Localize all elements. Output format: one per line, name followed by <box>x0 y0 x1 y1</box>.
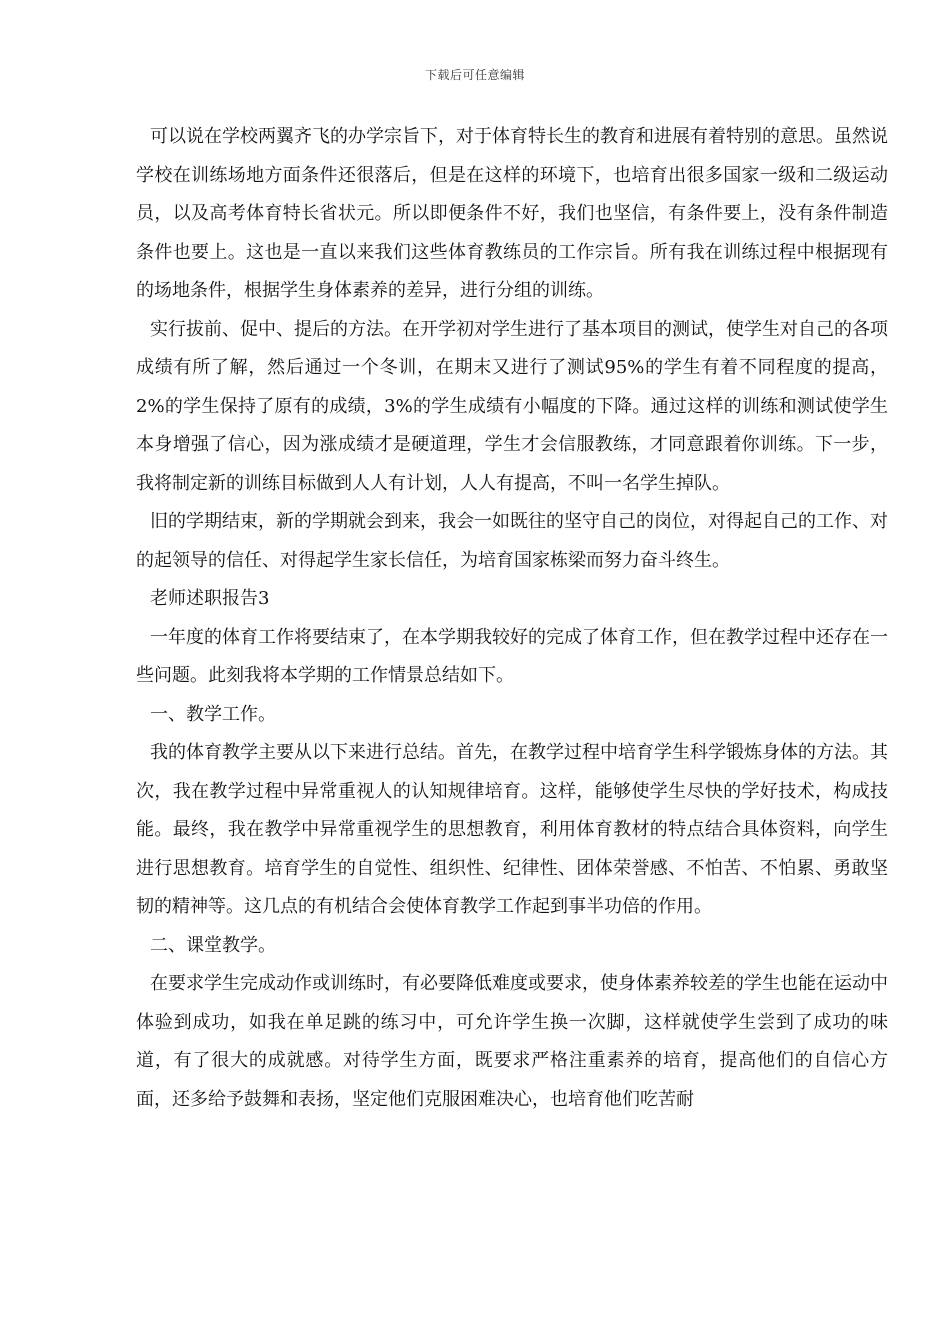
body-paragraph: 我的体育教学主要从以下来进行总结。首先，在教学过程中培育学生科学锻炼身体的方法。其次，我在教学过程中异常重视人的认知规律培育。这样，能够使学生尽快的学好技术，构成技能。最终，我在教学中异常重视学生的思想教育，利用体育教材的特点结合具体资料，向学生进行思想教育。培育学生的自觉性、组织性、纪律性、团体荣誉感、不怕苦、不怕累、勇敢坚韧的精神等。这几点的有机结合会使体育教学工作起到事半功倍的作用。 <box>136 742 888 917</box>
section-heading: 一、教学工作。 <box>150 703 276 725</box>
section-title: 老师述职报告3 <box>150 588 270 609</box>
document-body <box>136 118 888 1119</box>
body-paragraph: 旧的学期结束，新的学期就会到来，我会一如既往的坚守自己的岗位，对得起自己的工作、对的起领导的信任、对得起学生家长信任，为培育国家栋梁而努力奋斗终生。 <box>136 511 888 571</box>
body-paragraph: 在要求学生完成动作或训练时，有必要降低难度或要求，使身体素养较差的学生也能在运动中体验到成功，如我在单足跳的练习中，可允许学生换一次脚，这样就使学生尝到了成功的味道，有了很大的成就感。对待学生方面，既要求严格注重素养的培育，提高他们的自信心方面，还多给予鼓舞和表扬，坚定他们克服困难决心，也培育他们吃苦耐 <box>136 973 888 1110</box>
section-heading: 二、课堂教学。 <box>150 934 276 956</box>
body-paragraph: 一年度的体育工作将要结束了，在本学期我较好的完成了体育工作，但在教学过程中还存在一些问题。此刻我将本学期的工作情景总结如下。 <box>136 626 888 686</box>
body-paragraph: 实行拔前、促中、提后的方法。在开学初对学生进行了基本项目的测试，使学生对自己的各项成绩有所了解，然后通过一个冬训，在期末又进行了测试95%的学生有着不同程度的提高，2%的学生保持了原有的成绩，3%的学生成绩有小幅度的下降。通过这样的训练和测试使学生本身增强了信心，因为涨成绩才是硬道理，学生才会信服教练，才同意跟着你训练。下一步，我将制定新的训练目标做到人人有计划，人人有提高，不叫一名学生掉队。 <box>136 318 888 494</box>
body-paragraph: 可以说在学校两翼齐飞的办学宗旨下，对于体育特长生的教育和进展有着特别的意思。虽然说学校在训练场地方面条件还很落后，但是在这样的环境下，也培育出很多国家一级和二级运动员，以及高考体育特长省状元。所以即便条件不好，我们也坚信，有条件要上，没有条件制造条件也要上。这也是一直以来我们这些体育教练员的工作宗旨。所有我在训练过程中根据现有的场地条件，根据学生身体素养的差异，进行分组的训练。 <box>136 126 888 301</box>
page-header: 下载后可任意编辑 <box>424 68 525 82</box>
